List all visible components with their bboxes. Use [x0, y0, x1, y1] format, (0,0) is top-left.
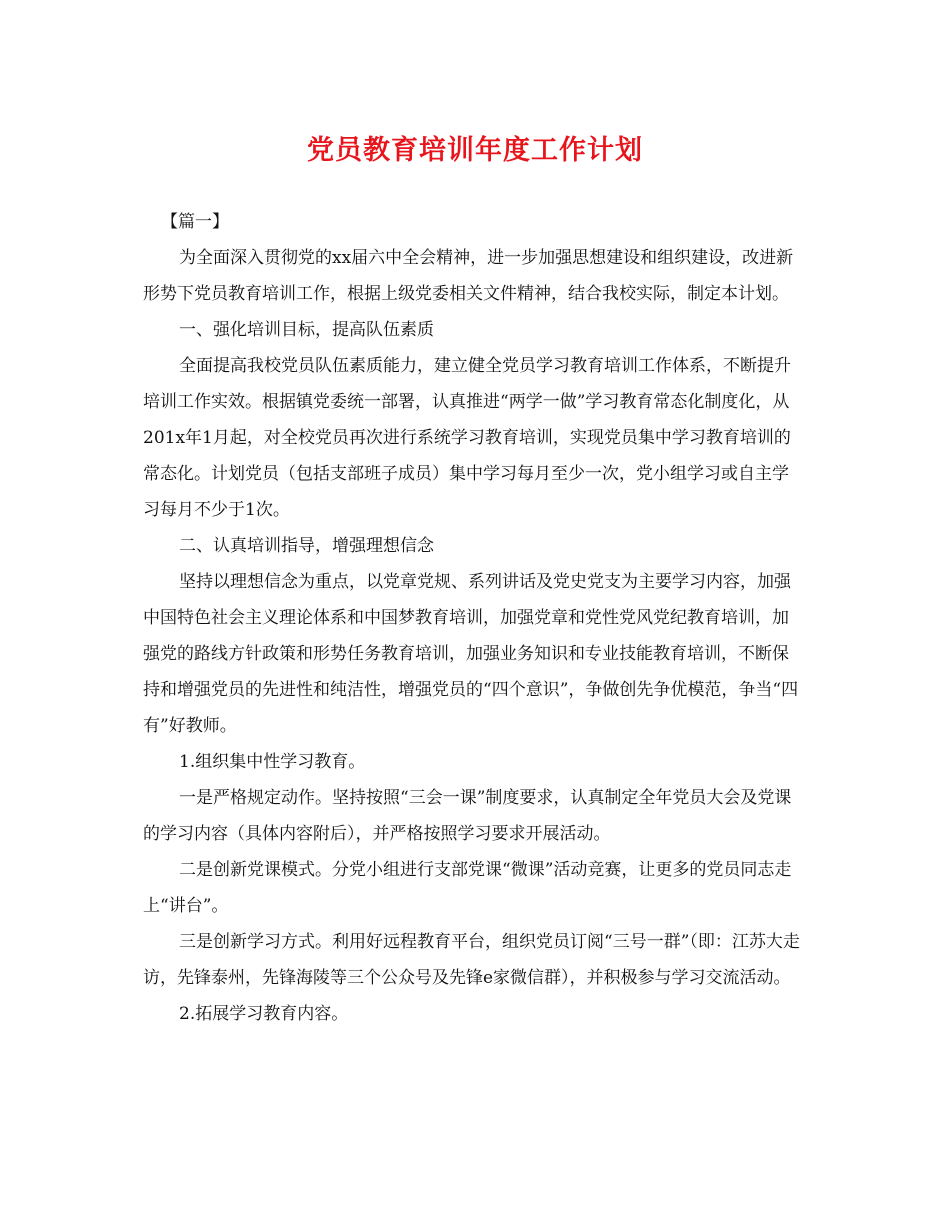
intro-paragraph: 为全面深入贯彻党的xx届六中全会精神，进一步加强思想建设和组织建设，改进新形势下党员教育培训工作，根据上级党委相关文件精神，结合我校实际，制定本计划。	[143, 248, 794, 304]
subheading-two: 2.拓展学习教育内容。	[179, 1004, 349, 1024]
heading-one: 一、强化培训目标，提高队伍素质	[179, 320, 434, 340]
paragraph-ideals: 坚持以理想信念为重点，以党章党规、系列讲话及党史党支为主要学习内容，加强中国特色社会主义理论体系和中国梦教育培训，加强党章和党性党风党纪教育培训，加强党的路线方针政策和形势任务教育培训，加强业务知识和专业技能教育培训，不断保持和增强党员的先进性和纯洁性，增强党员的“四个意识”，争做创先争优模范，争当“四有”好教师。	[143, 572, 799, 736]
section-marker: 【篇一】	[161, 212, 229, 232]
paragraph-item-two: 二是创新党课模式。分党小组进行支部党课“微课”活动竞赛，让更多的党员同志走上“讲台”。	[143, 860, 792, 916]
paragraph-item-one: 一是严格规定动作。坚持按照“三会一课”制度要求，认真制定全年党员大会及党课的学习内容（具体内容附后），并严格按照学习要求开展活动。	[143, 788, 792, 844]
document-body	[143, 204, 803, 1032]
paragraph-item-three: 三是创新学习方式。利用好远程教育平台，组织党员订阅“三号一群”（即：江苏大走访，先锋泰州，先锋海陵等三个公众号及先锋e家微信群），并积极参与学习交流活动。	[143, 932, 800, 988]
subheading-one: 1.组织集中性学习教育。	[179, 752, 366, 772]
paragraph-training-goal: 全面提高我校党员队伍素质能力，建立健全党员学习教育培训工作体系，不断提升培训工作实效。根据镇党委统一部署，认真推进“两学一做”学习教育常态化制度化，从201x年1月起，对全校党员再次进行系统学习教育培训，实现党员集中学习教育培训的常态化。计划党员（包括支部班子成员）集中学习每月至少一次，党小组学习或自主学习每月不少于1次。	[143, 356, 791, 520]
heading-two: 二、认真培训指导，增强理想信念	[179, 536, 434, 556]
document-title: 党员教育培训年度工作计划	[307, 135, 643, 166]
